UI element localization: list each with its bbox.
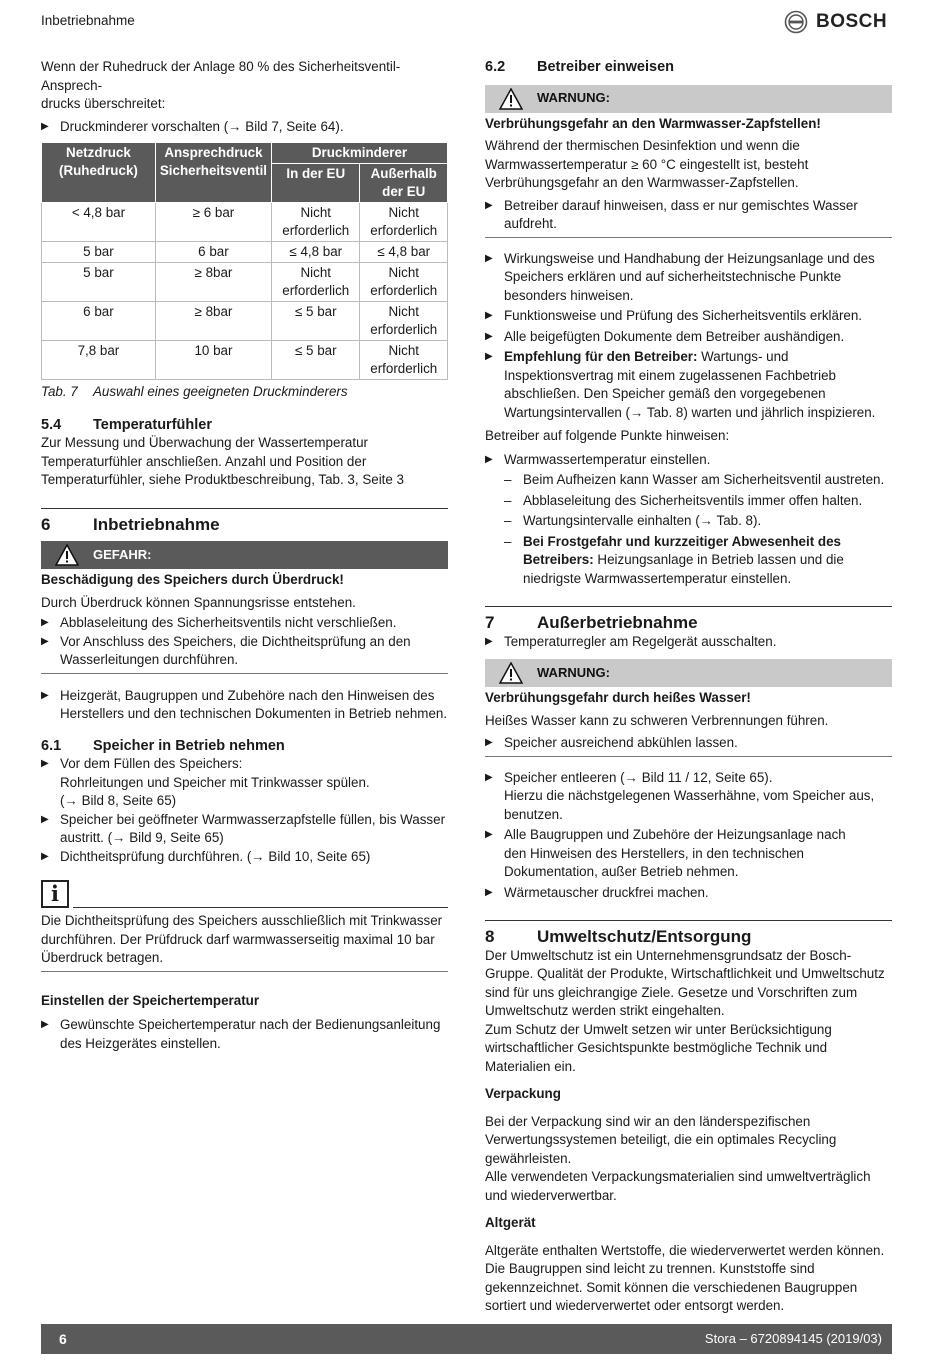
right-column xyxy=(485,58,892,1316)
table-cell: Nicht erforderlich xyxy=(360,203,448,242)
bullet-dokumente xyxy=(485,328,892,347)
dash-marker: – xyxy=(504,513,512,528)
bosch-logo xyxy=(784,10,887,34)
verpackung-paragraph: Alle verwendeten Verpackungsmaterialien sind umweltverträglich und wiederverwertbar. xyxy=(485,1169,871,1203)
bullet-arrow-icon: ▶ xyxy=(485,829,493,840)
table-cell: Nicht erforderlich xyxy=(360,263,448,302)
bold-lead: Empfehlung für den Betreiber: xyxy=(504,349,698,364)
table-row xyxy=(42,242,448,263)
header-text: Netzdruck xyxy=(66,145,131,160)
table-cell: ≥ 8bar xyxy=(155,302,271,341)
section-6-2-heading xyxy=(485,58,892,77)
page-footer xyxy=(41,1324,892,1354)
table-row xyxy=(42,341,448,380)
table-header-row xyxy=(42,143,448,164)
bullet-funktionsweise xyxy=(485,307,892,326)
table-cell: 6 bar xyxy=(155,242,271,263)
bullet-text: Speicher ausreichend abkühlen lassen. xyxy=(504,735,738,750)
info-end-rule xyxy=(41,971,448,972)
bullet-line: Hierzu die nächstgelegenen Wasserhähne, vom Speicher aus, benutzen. xyxy=(504,788,875,822)
temp-heading: Einstellen der Speichertemperatur xyxy=(41,992,260,1008)
table-cell: 5 bar xyxy=(42,263,156,302)
bullet-line: Vor dem Füllen des Speichers: xyxy=(60,756,243,771)
bullet-text: Warmwassertemperatur einstellen. xyxy=(504,451,711,467)
bullet-warmwasser xyxy=(485,451,892,470)
warning-bullet xyxy=(485,197,892,234)
bullet-arrow-icon: ▶ xyxy=(41,689,49,701)
bullet-text xyxy=(504,769,892,825)
bullet-text: Funktionsweise und Prüfung des Sicherheitsventils erklären. xyxy=(504,308,863,323)
info-rule xyxy=(73,907,448,908)
altgeraet-paragraph: Altgeräte enthalten Wertstoffe, die wiederverwertet werden können. Die Baugruppen sind leicht zu trennen. Kunststoffe sind gekennzeichnet. Somit können die verschiedenen Baugruppen sortiert und wiederverwertet oder entsorgt werden. xyxy=(485,1242,885,1313)
bullet-text: Alle beigefügten Dokumente dem Betreiber aushändigen. xyxy=(504,328,845,344)
bullet-arrow-icon: ▶ xyxy=(41,850,49,862)
danger-heading: Beschädigung des Speichers durch Überdruck! xyxy=(41,572,344,587)
warning-triangle-icon xyxy=(41,544,93,566)
table-cell: 5 bar xyxy=(42,242,156,263)
table-cell: ≤ 5 bar xyxy=(272,341,360,380)
s7-bullet xyxy=(485,769,892,825)
brand-name: BOSCH xyxy=(816,10,888,32)
bullet-arrow-icon: ▶ xyxy=(485,310,493,321)
bullet-text: Alle Baugruppen und Zubehöre der Heizungsanlage nach den Hinweisen des Herstellers, in den technischen Dokumentation, außer Betrieb nehmen. xyxy=(504,827,846,879)
bullet-line: Speicher entleeren (→ Bild 11 / 12, Seite 65). xyxy=(504,769,773,785)
s7-bullet xyxy=(485,633,892,652)
dash-item xyxy=(485,492,892,511)
s8-paragraph: Der Umweltschutz ist ein Unternehmensgrundsatz der Bosch-Gruppe. Qualität der Produkte, Wirtschaftlichkeit und Umweltschutz sind für uns gleichrangige Ziele. Gesetze und Vorschriften zum Umweltschutz werden strikt eingehalten. xyxy=(485,947,885,1018)
info-icon: i xyxy=(41,880,69,908)
bullet-text: Gewünschte Speichertemperatur nach der Bedienungsanleitung des Heizgerätes einstellen. xyxy=(60,1017,441,1051)
section-8-heading xyxy=(485,928,892,947)
dash-item xyxy=(485,512,892,531)
table-cell: 10 bar xyxy=(155,341,271,380)
left-column xyxy=(41,58,448,1053)
verpackung-paragraph: Bei der Verpackung sind wir an den länderspezifischen Verwertungssystemen beteiligt, die ein optimales Recycling gewährleisten. xyxy=(485,1113,837,1166)
table-row xyxy=(42,263,448,302)
bullet-text: Wirkungsweise und Handhabung der Heizungsanlage und des Speichers erklären und auf sicherheitstechnische Punkte besonders hinweisen. xyxy=(504,250,875,303)
warning-text: Während der thermischen Desinfektion und wenn die Warmwassertemperatur ≥ 60 °C eingestellt ist, besteht Verbrühungsgefahr an den Warmwasser-Zapfstellen. xyxy=(485,138,809,190)
warning-heading: Verbrühungsgefahr an den Warmwasser-Zapfstellen! xyxy=(485,115,821,131)
dash-item xyxy=(485,471,892,490)
bullet-text: Heizgerät, Baugruppen und Zubehöre nach den Hinweisen des Herstellers und den technischen Dokumenten in Betrieb nehmen. xyxy=(60,687,448,721)
bullet-arrow-icon: ▶ xyxy=(485,737,493,748)
dash-text xyxy=(523,533,892,589)
intro-line-1: Wenn der Ruhedruck der Anlage 80 % des Sicherheitsventil-Ansprech- xyxy=(41,59,401,93)
header-text: Außerhalb xyxy=(370,166,437,181)
section-title: Temperaturfühler xyxy=(93,416,212,433)
doc-reference: Stora – 6720894145 (2019/03) xyxy=(704,1330,882,1346)
bosch-armature-icon xyxy=(784,10,808,34)
section-title: Umweltschutz/Entsorgung xyxy=(537,927,752,946)
table-cell: < 4,8 bar xyxy=(42,203,156,242)
section-number: 8 xyxy=(485,927,495,946)
bullet-arrow-icon: ▶ xyxy=(41,635,49,647)
dash-marker: – xyxy=(504,533,512,549)
table-caption xyxy=(41,383,448,402)
danger-end-rule xyxy=(41,673,448,674)
section-number: 6.1 xyxy=(41,737,62,754)
bullet-arrow-icon: ▶ xyxy=(41,813,49,825)
bullet-text: Temperaturregler am Regelgerät ausschalten. xyxy=(504,633,777,649)
warning-text: Heißes Wasser kann zu schweren Verbrennungen führen. xyxy=(485,712,829,728)
s61-bullet xyxy=(41,755,448,811)
bullet-text: Wärmetauscher druckfrei machen. xyxy=(504,884,709,900)
s7-bullet xyxy=(485,826,892,882)
warning-heading: Verbrühungsgefahr durch heißes Wasser! xyxy=(485,690,751,705)
section-title: Betreiber einweisen xyxy=(537,59,674,75)
table-cell: ≥ 8bar xyxy=(155,263,271,302)
bullet-text: Speicher bei geöffneter Warmwasserzapfstelle füllen, bis Wasser austritt. (→ Bild 9, Seite 65) xyxy=(60,811,446,845)
table-cell: ≤ 4,8 bar xyxy=(360,242,448,263)
bullet-arrow-icon: ▶ xyxy=(485,771,493,783)
caption-number: Tab. 7 xyxy=(41,384,78,399)
col-header-ansprechdruck xyxy=(155,143,271,203)
col-header-netzdruck xyxy=(42,143,156,203)
bullet-text: Abblaseleitung des Sicherheitsventils nicht verschließen. xyxy=(60,615,397,630)
bullet-druckminderer xyxy=(41,118,448,137)
dash-rest: Heizungsanlage in Betrieb lassen und die niedrigste Warmwassertemperatur einstellen. xyxy=(523,552,844,586)
bold-lead: Bei Frostgefahr und kurzzeitiger Abwesenheit des Betreibers: xyxy=(523,533,841,567)
table-row xyxy=(42,302,448,341)
col-header-druckminderer: Druckminderer xyxy=(272,143,448,164)
bullet-text: Betreiber darauf hinweisen, dass er nur gemischtes Wasser aufdreht. xyxy=(504,197,858,231)
warning-band xyxy=(485,85,892,113)
bullet-arrow-icon: ▶ xyxy=(485,252,493,264)
danger-band xyxy=(41,541,448,569)
dash-text: Abblaseleitung des Sicherheitsventils immer offen halten. xyxy=(523,492,863,508)
section-title: Speicher in Betrieb nehmen xyxy=(93,737,285,754)
dash-marker: – xyxy=(504,472,512,487)
bullet-heizgeraet xyxy=(41,687,448,724)
section-divider xyxy=(485,606,892,607)
header-text: Sicherheitsventil xyxy=(159,163,268,178)
section-5-4-text: Zur Messung und Überwachung der Wassertemperatur Temperaturfühler anschließen. Anzahl und Position der Temperaturfühler, siehe Produktbeschreibung, Tab. 3, Seite 3 xyxy=(41,435,405,487)
table-cell: ≤ 4,8 bar xyxy=(272,242,360,263)
section-number: 7 xyxy=(485,613,495,632)
danger-text: Durch Überdruck können Spannungsrisse entstehen. xyxy=(41,594,356,610)
s61-bullet xyxy=(41,848,448,867)
verpackung-heading: Verpackung xyxy=(485,1086,561,1101)
bullet-arrow-icon: ▶ xyxy=(485,351,493,362)
caption-text: Auswahl eines geeigneten Druckminderers xyxy=(93,384,348,399)
warning-label: WARNUNG: xyxy=(537,664,610,680)
s7-bullet xyxy=(485,884,892,903)
warning-end-rule xyxy=(485,756,892,757)
dash-marker: – xyxy=(504,492,512,508)
danger-bullet xyxy=(41,633,448,670)
info-text: Die Dichtheitsprüfung des Speichers ausschließlich mit Trinkwasser durchführen. Der Prüfdruck darf warmwasserseitig maximal 10 bar Überdruck betragen. xyxy=(41,913,443,965)
section-title: Inbetriebnahme xyxy=(93,514,220,534)
section-number: 6 xyxy=(41,514,51,534)
s8-paragraph: Zum Schutz der Umwelt setzen wir unter Berücksichtigung wirtschaftlicher Gesichtspunkte bestmögliche Technik und Materialien ein. xyxy=(485,1021,832,1074)
bullet-rest: Wartungs- und Inspektionsvertrag mit einem zugelassenen Fachbetrieb abschließen. Den Speicher gemäß den vorgegebenen Wartungsintervallen (→ Tab. 8) warten und jährlich inspizieren. xyxy=(504,349,876,420)
bullet-wirkungsweise xyxy=(485,250,892,306)
header-text: der EU xyxy=(382,184,426,199)
bullet-arrow-icon: ▶ xyxy=(485,199,493,211)
header-text: Ansprechdruck xyxy=(164,145,263,160)
bullet-text: Druckminderer vorschalten (→ Bild 7, Seite 64). xyxy=(60,118,344,134)
warning-label: WARNUNG: xyxy=(537,90,610,106)
hinweis-text: Betreiber auf folgende Punkte hinweisen: xyxy=(485,428,730,443)
table-cell: Nicht erforderlich xyxy=(272,263,360,302)
danger-label: GEFAHR: xyxy=(93,546,152,562)
col-header-eu: In der EU xyxy=(272,164,360,203)
table-cell: 7,8 bar xyxy=(42,341,156,380)
bullet-arrow-icon: ▶ xyxy=(41,120,49,132)
section-6-1-heading xyxy=(41,737,448,756)
col-header-ausserhalb xyxy=(360,164,448,203)
table-cell: 6 bar xyxy=(42,302,156,341)
section-7-heading xyxy=(485,614,892,633)
section-divider xyxy=(485,920,892,921)
bullet-empfehlung xyxy=(485,348,892,422)
bullet-arrow-icon: ▶ xyxy=(485,330,493,342)
table-cell: ≥ 6 bar xyxy=(155,203,271,242)
warning-triangle-icon xyxy=(485,88,537,110)
altgeraet-heading: Altgerät xyxy=(485,1215,536,1230)
warning-triangle-icon xyxy=(485,662,537,684)
bullet-line: (→ Bild 8, Seite 65) xyxy=(60,793,177,808)
temp-bullet xyxy=(41,1016,448,1053)
info-box-header xyxy=(41,880,448,908)
section-number: 6.2 xyxy=(485,59,506,75)
intro-line-2: drucks überschreitet: xyxy=(41,96,166,111)
bullet-arrow-icon: ▶ xyxy=(41,758,49,769)
section-5-4-heading xyxy=(41,416,448,435)
dash-item xyxy=(485,533,892,589)
warning-bullet xyxy=(485,734,892,753)
table-cell: ≤ 5 bar xyxy=(272,302,360,341)
bullet-arrow-icon: ▶ xyxy=(485,635,493,647)
bullet-text xyxy=(60,755,370,811)
bullet-arrow-icon: ▶ xyxy=(41,1019,49,1030)
bullet-arrow-icon: ▶ xyxy=(41,617,49,628)
dash-text: Beim Aufheizen kann Wasser am Sicherheitsventil austreten. xyxy=(523,472,885,487)
section-divider xyxy=(41,508,448,509)
table-row xyxy=(42,203,448,242)
danger-bullet xyxy=(41,614,448,633)
section-6-heading xyxy=(41,516,448,535)
page-number: 6 xyxy=(59,1330,67,1347)
table-cell: Nicht erforderlich xyxy=(360,341,448,380)
section-title: Außerbetriebnahme xyxy=(537,613,698,632)
header-text: (Ruhedruck) xyxy=(58,163,138,178)
dash-text: Wartungsintervalle einhalten (→ Tab. 8). xyxy=(523,513,762,528)
table-cell: Nicht erforderlich xyxy=(272,203,360,242)
druckminderer-table xyxy=(41,142,448,380)
section-number: 5.4 xyxy=(41,416,62,433)
bullet-text xyxy=(504,348,892,422)
bullet-text: Vor Anschluss des Speichers, die Dichtheitsprüfung an den Wasserleitungen durchführen. xyxy=(60,633,411,667)
bullet-line: Rohrleitungen und Speicher mit Trinkwasser spülen. xyxy=(60,774,370,790)
warning-band xyxy=(485,659,892,687)
table-cell: Nicht erforderlich xyxy=(360,302,448,341)
page-header-title: Inbetriebnahme xyxy=(41,13,135,28)
bullet-arrow-icon: ▶ xyxy=(485,453,493,465)
bullet-arrow-icon: ▶ xyxy=(485,886,493,898)
bullet-text: Dichtheitsprüfung durchführen. (→ Bild 10, Seite 65) xyxy=(60,848,371,864)
warning-end-rule xyxy=(485,237,892,238)
s61-bullet xyxy=(41,811,448,848)
